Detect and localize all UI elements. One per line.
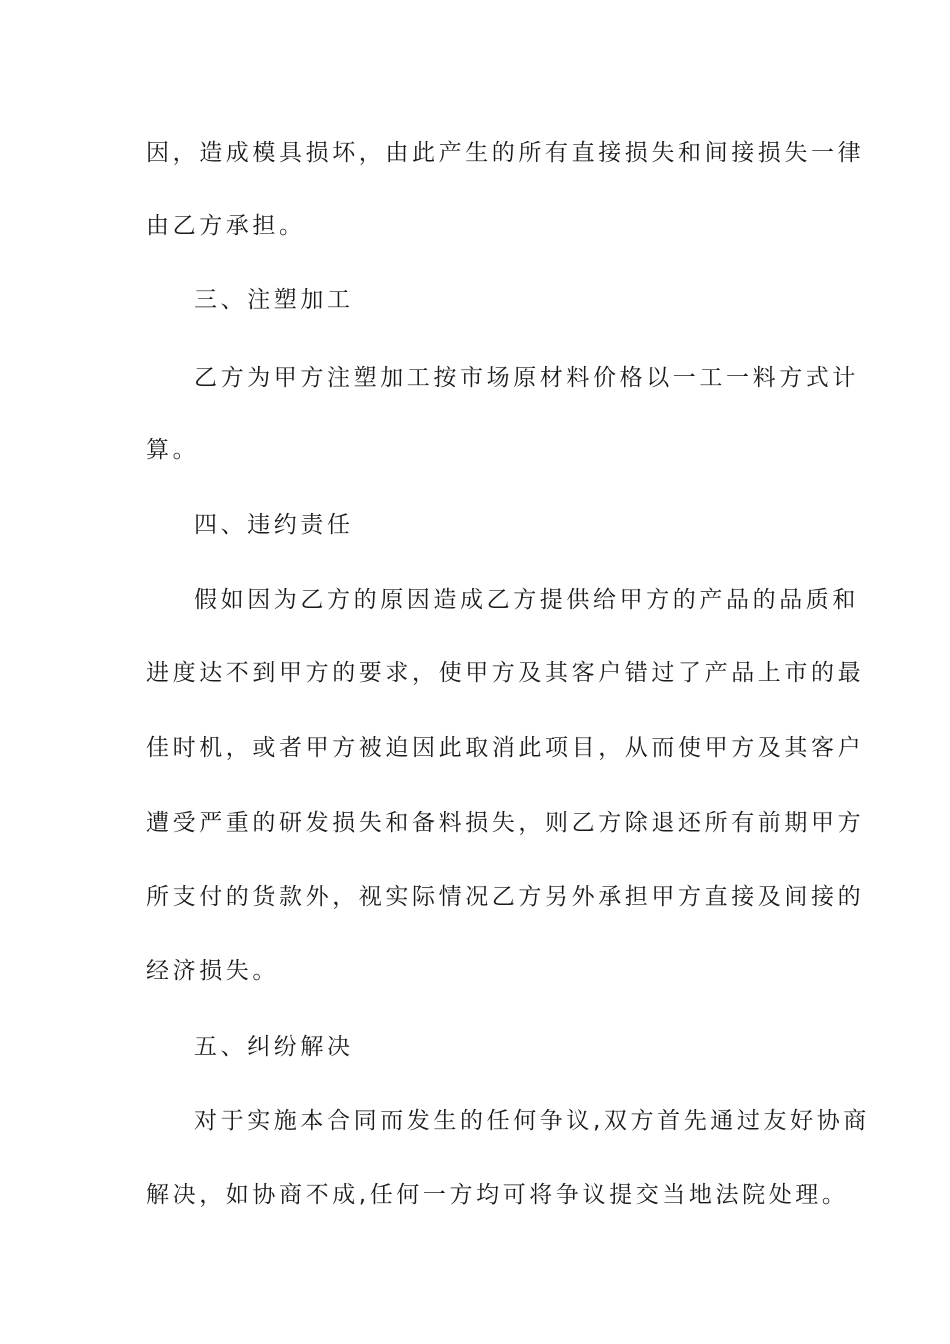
paragraph-line: 乙方为甲方注塑加工按市场原材料价格以一工一料方式计 bbox=[194, 365, 859, 391]
paragraph-line: 经济损失。 bbox=[146, 958, 279, 984]
paragraph-line: 因，造成模具损坏，由此产生的所有直接损失和间接损失一律 bbox=[146, 140, 865, 166]
paragraph-line: 进度达不到甲方的要求，使甲方及其客户错过了产品上市的最 bbox=[146, 660, 865, 686]
paragraph-line: 由乙方承担。 bbox=[146, 213, 306, 239]
paragraph-line: 解决，如协商不成,任何一方均可将争议提交当地法院处理。 bbox=[146, 1182, 849, 1208]
section-heading: 四、违约责任 bbox=[194, 512, 354, 538]
paragraph-line: 假如因为乙方的原因造成乙方提供给甲方的产品的品质和 bbox=[194, 587, 859, 613]
paragraph-line: 遭受严重的研发损失和备料损失，则乙方除退还所有前期甲方 bbox=[146, 810, 865, 836]
paragraph-line: 对于实施本合同而发生的任何争议,双方首先通过友好协商 bbox=[194, 1108, 870, 1134]
section-heading: 三、注塑加工 bbox=[194, 287, 354, 313]
paragraph-line: 佳时机，或者甲方被迫因此取消此项目，从而使甲方及其客户 bbox=[146, 735, 865, 761]
paragraph-line: 所支付的货款外，视实际情况乙方另外承担甲方直接及间接的 bbox=[146, 884, 865, 910]
section-heading: 五、纠纷解决 bbox=[194, 1034, 354, 1060]
paragraph-line: 算。 bbox=[146, 437, 200, 463]
